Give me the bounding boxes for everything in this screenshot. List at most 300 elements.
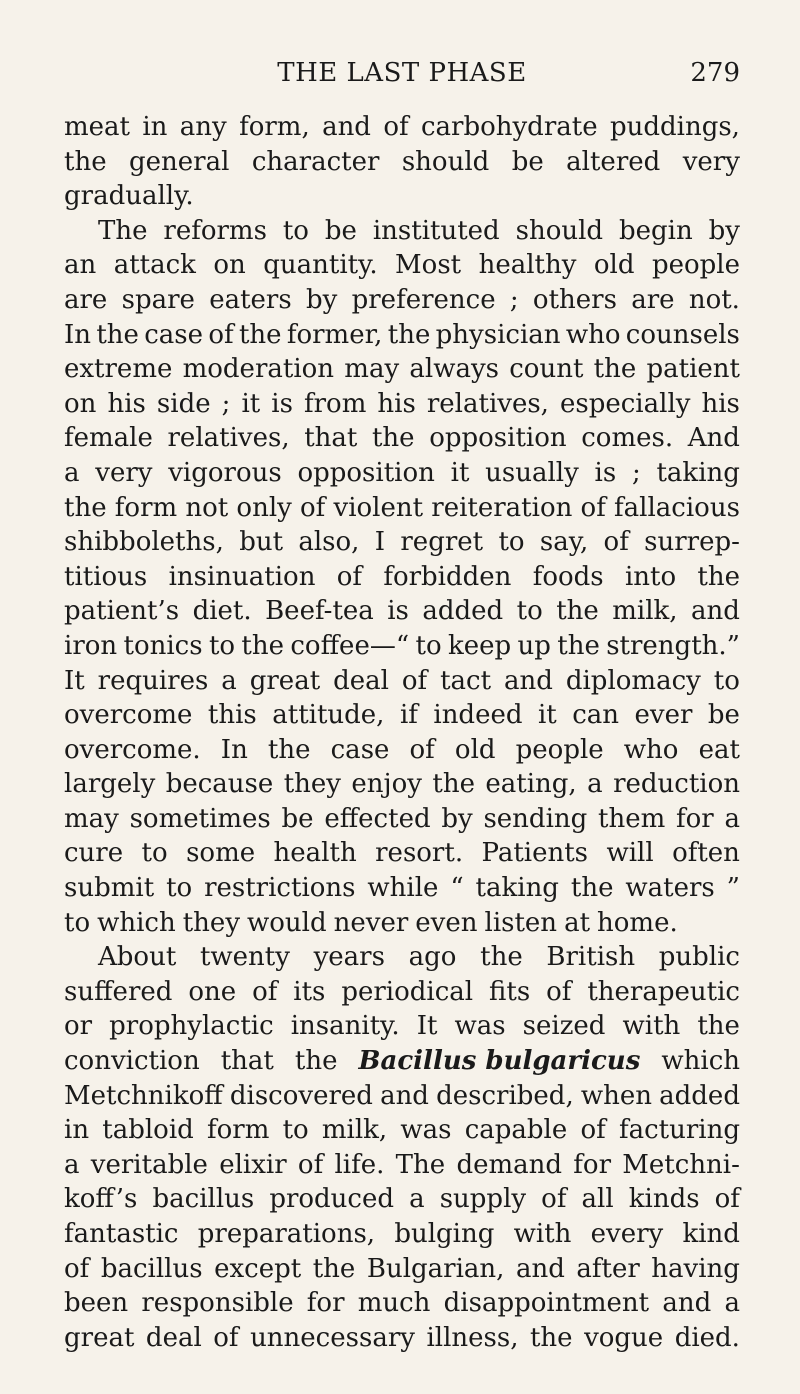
word: years: [313, 942, 385, 973]
word: the: [64, 492, 107, 523]
text-line: [64, 940, 740, 975]
word: keep: [447, 630, 512, 661]
word: to: [141, 838, 168, 869]
word: the: [556, 596, 599, 627]
word: after: [576, 1253, 640, 1284]
word: they: [182, 907, 241, 938]
word: seized: [522, 1011, 606, 1042]
word: sometimes: [129, 803, 271, 834]
word: to: [282, 215, 309, 246]
word: are: [631, 284, 675, 315]
word: fantastic: [64, 1219, 179, 1249]
word: case: [330, 734, 390, 765]
word: having: [651, 1253, 740, 1284]
word: vigorous: [168, 457, 282, 488]
word: because: [165, 769, 274, 800]
word: resort.: [375, 838, 464, 869]
word: “: [450, 873, 464, 904]
word: the: [570, 873, 614, 904]
word: usually: [485, 457, 579, 488]
word: koff’s: [64, 1184, 138, 1215]
text-line: [64, 698, 740, 733]
word: shibboleths,: [64, 527, 224, 558]
word: may: [64, 803, 119, 834]
word: a: [64, 457, 80, 488]
word: on: [213, 250, 246, 281]
word: to: [516, 596, 543, 627]
text-line: [64, 975, 740, 1010]
word: be: [511, 146, 544, 177]
word: deal: [145, 1322, 202, 1353]
word: listen: [484, 907, 558, 938]
word: extreme: [64, 354, 173, 385]
word: ;: [509, 284, 519, 315]
word: diet.: [192, 596, 252, 627]
text-line: [64, 594, 740, 629]
word: altered: [566, 146, 661, 177]
word: prophylactic: [109, 1011, 274, 1042]
word: enjoy: [351, 769, 422, 800]
word: discovered: [229, 1080, 373, 1111]
word: bacillus: [152, 1184, 255, 1215]
word: or: [64, 1011, 93, 1042]
word: only: [236, 492, 292, 523]
word: and: [380, 1080, 429, 1111]
word: form: [207, 1115, 270, 1146]
word: them: [598, 803, 666, 834]
word: it: [450, 457, 470, 488]
text-line: [64, 733, 740, 768]
word: very: [95, 457, 153, 488]
word: with: [513, 1219, 572, 1249]
running-head: [64, 58, 740, 98]
word: overcome.: [64, 734, 201, 765]
word: some: [186, 838, 256, 869]
word: overcome: [64, 700, 193, 731]
word: was: [454, 1011, 506, 1042]
word: ever: [634, 700, 693, 731]
text-line: [64, 456, 740, 491]
word: carbohydrate: [420, 112, 598, 142]
word: of: [300, 492, 326, 523]
word: surrep-: [644, 527, 740, 558]
word: they: [283, 769, 341, 800]
word: ”: [726, 873, 740, 904]
word: and: [504, 665, 553, 696]
word: puddings,: [609, 112, 740, 142]
word: effected: [324, 803, 431, 834]
word: the: [312, 1253, 356, 1284]
word: with: [622, 1011, 681, 1042]
text-line: [64, 560, 740, 595]
word: home.: [597, 907, 678, 938]
word: by: [305, 284, 338, 315]
word: great: [64, 1322, 135, 1353]
word: coffee—“: [290, 630, 410, 661]
word: unnecessary: [250, 1322, 415, 1353]
word: of: [409, 734, 435, 765]
word: healthy: [478, 250, 577, 281]
word: when: [580, 1080, 652, 1111]
word: twenty: [199, 942, 290, 973]
word: Beef-tea: [265, 596, 374, 627]
word: relatives,: [426, 388, 549, 419]
word: conviction: [64, 1046, 200, 1077]
word: of: [208, 319, 234, 350]
word: is: [387, 596, 409, 627]
word: waters: [625, 873, 715, 904]
text-line: [64, 1113, 740, 1148]
word: the: [697, 1011, 740, 1042]
word: for: [676, 803, 714, 834]
word: supply: [439, 1184, 527, 1215]
body-text: [64, 110, 740, 1355]
word: to: [282, 1115, 309, 1146]
word: health: [273, 838, 357, 869]
text-line: [64, 836, 740, 871]
word: which: [97, 907, 176, 938]
word: vogue: [584, 1322, 664, 1353]
word: foods: [532, 561, 604, 592]
text-line: [64, 318, 740, 353]
word: spare: [121, 284, 195, 315]
word: reiteration: [431, 492, 573, 523]
text-line: [64, 525, 740, 560]
word: life.: [334, 1149, 385, 1180]
word: I: [374, 527, 386, 558]
word: one: [188, 976, 237, 1007]
word: tact: [440, 665, 492, 696]
text-line: [64, 387, 740, 422]
word: attitude,: [272, 700, 385, 731]
word: and: [322, 112, 371, 142]
word: the: [480, 942, 523, 973]
text-line: [64, 491, 740, 526]
word: suffered: [64, 976, 173, 1007]
word: a: [587, 769, 603, 800]
word: comes.: [581, 423, 674, 454]
word: is: [271, 388, 293, 419]
text-line: [64, 110, 740, 145]
word: cure: [64, 838, 124, 869]
word: of: [714, 1184, 740, 1215]
word: patient’s: [64, 596, 180, 627]
word: kind: [682, 1219, 740, 1249]
word: at: [564, 907, 591, 938]
word: the: [267, 734, 311, 765]
word: never: [333, 907, 409, 938]
word: Metchni-: [622, 1149, 740, 1180]
word: responsible: [141, 1288, 294, 1319]
word: always: [409, 354, 499, 385]
word: much: [357, 1288, 431, 1319]
word: restrictions: [204, 873, 356, 904]
text-line: [64, 1321, 740, 1356]
word: his: [377, 388, 416, 419]
word: It: [416, 1011, 438, 1042]
text-line: [64, 248, 740, 283]
word: strength.”: [606, 630, 740, 661]
word: also,: [298, 527, 360, 558]
word: was: [400, 1115, 452, 1146]
word: a: [221, 665, 237, 696]
word: counsels: [625, 319, 740, 350]
word: not.: [688, 284, 740, 315]
word: veritable: [90, 1149, 208, 1180]
word: and: [662, 1288, 712, 1319]
word: fallacious: [614, 492, 740, 523]
word: to: [713, 665, 740, 696]
word: to: [415, 630, 442, 661]
word: tabloid: [102, 1115, 194, 1146]
word: would: [247, 907, 327, 938]
word: especially: [559, 388, 691, 419]
word: in: [142, 112, 168, 142]
word: Metchnikoff: [64, 1080, 223, 1111]
word: by: [441, 803, 473, 834]
word: on: [64, 388, 97, 419]
word: people: [651, 250, 740, 281]
word: should: [515, 215, 604, 246]
word: others: [532, 284, 617, 315]
word: that: [304, 423, 358, 454]
word: gradually.: [64, 181, 194, 212]
word: his: [107, 388, 146, 419]
running-head-title: THE LAST PHASE: [277, 58, 527, 88]
word: elixir: [219, 1149, 287, 1180]
word: the: [697, 561, 740, 592]
word: added: [659, 1080, 740, 1111]
word: form: [114, 492, 178, 523]
word: to: [208, 630, 236, 661]
word: often: [672, 838, 740, 869]
word: may: [344, 354, 400, 385]
word: forbidden: [383, 561, 512, 592]
word: of: [603, 527, 629, 558]
word: will: [606, 838, 654, 869]
word: About: [98, 942, 177, 973]
word: except: [214, 1253, 302, 1284]
word: his: [701, 388, 740, 419]
word: while: [367, 873, 439, 904]
word: opposition: [297, 457, 435, 488]
word: an: [64, 250, 97, 281]
word: disappointment: [443, 1288, 650, 1319]
word: reforms: [163, 215, 267, 246]
word: can: [572, 700, 620, 731]
word: not: [185, 492, 229, 523]
word: is: [594, 457, 617, 488]
word: that: [220, 1046, 274, 1077]
word: people: [515, 734, 604, 765]
word: are: [64, 284, 108, 315]
word: for: [306, 1288, 345, 1319]
word: character: [251, 146, 380, 177]
word: this: [207, 700, 257, 731]
word: eaters: [209, 284, 292, 315]
word: of: [297, 1149, 324, 1180]
text-line: [64, 1079, 740, 1114]
word: Patients: [481, 838, 589, 869]
word: if: [399, 700, 418, 731]
word: bacillus: [100, 1253, 203, 1284]
word: its: [293, 976, 326, 1007]
word: The: [98, 215, 148, 246]
word: of: [401, 665, 428, 696]
word: reduction: [613, 769, 740, 800]
word: eat: [698, 734, 740, 765]
word: illness,: [426, 1322, 519, 1353]
word: of: [213, 1322, 239, 1353]
word: a: [64, 1149, 80, 1180]
word: the: [238, 319, 282, 350]
word: deal: [333, 665, 389, 696]
word: of: [580, 492, 606, 523]
word: the: [64, 146, 107, 177]
word: titious: [64, 561, 148, 592]
word: the: [529, 1322, 573, 1353]
word: the: [387, 319, 431, 350]
word: In: [64, 319, 92, 350]
word: preference: [351, 284, 496, 315]
word: of: [252, 976, 278, 1007]
word: the: [241, 630, 285, 661]
word: the: [593, 354, 637, 385]
word: in: [64, 1115, 90, 1146]
word: into: [624, 561, 677, 592]
word: been: [64, 1288, 129, 1319]
word: form,: [239, 112, 310, 142]
word: diplomacy: [565, 665, 701, 696]
word: but: [239, 527, 284, 558]
word: for: [573, 1149, 612, 1180]
text-line: [64, 1044, 740, 1079]
word: former,: [286, 319, 383, 350]
word: In: [220, 734, 248, 765]
word: tonics: [123, 630, 203, 661]
word: fits: [489, 976, 531, 1007]
text-line: [64, 1286, 740, 1321]
word: who: [623, 734, 679, 765]
word: demand: [456, 1149, 563, 1180]
text-line: [64, 767, 740, 802]
word: by: [708, 215, 740, 246]
word: The: [395, 1149, 446, 1180]
text-line: [64, 1252, 740, 1287]
word: violent: [333, 492, 424, 523]
word: milk,: [612, 596, 678, 627]
word: a: [724, 803, 740, 834]
word: described,: [436, 1080, 574, 1111]
word: to: [498, 527, 525, 558]
word: of: [336, 561, 363, 592]
word: very: [682, 146, 740, 177]
word: preparations,: [197, 1219, 376, 1249]
word: all: [581, 1184, 614, 1215]
word: of: [580, 1115, 606, 1146]
text-line: [64, 283, 740, 318]
word: physician: [435, 319, 561, 350]
text-line: [64, 214, 740, 249]
word: to: [166, 873, 193, 904]
word: and: [691, 596, 740, 627]
text-line: [64, 352, 740, 387]
word: insanity.: [290, 1011, 400, 1042]
text-line: [64, 802, 740, 837]
word: which: [661, 1046, 740, 1077]
word: it: [241, 388, 261, 419]
word: eating,: [485, 769, 577, 800]
text-line: [64, 421, 740, 456]
word: the: [557, 630, 600, 661]
word: sending: [483, 803, 588, 834]
text-line: [64, 1148, 740, 1183]
word: should: [401, 146, 490, 177]
word: count: [509, 354, 584, 385]
word: ;: [221, 388, 231, 419]
word: bulging: [394, 1219, 495, 1249]
word: public: [658, 942, 740, 973]
text-line: [64, 179, 740, 214]
word: died.: [674, 1322, 740, 1353]
word: added: [422, 596, 504, 627]
word: relatives,: [167, 423, 290, 454]
word: a: [724, 1288, 740, 1319]
word: iron: [64, 630, 118, 661]
word: regret: [400, 527, 484, 558]
word: instituted: [372, 215, 500, 246]
word: kinds: [628, 1184, 700, 1215]
word: any: [179, 112, 227, 142]
word: It: [64, 665, 85, 696]
word: a: [409, 1184, 425, 1215]
word: quantity.: [263, 250, 378, 281]
word: of: [64, 1253, 90, 1284]
word: every: [590, 1219, 664, 1249]
word: insinuation: [168, 561, 316, 592]
word: say,: [539, 527, 589, 558]
word: largely: [64, 769, 156, 800]
word: taking: [656, 457, 740, 488]
word: therapeutic: [587, 976, 740, 1007]
word: the: [371, 423, 415, 454]
text-line: [64, 629, 740, 664]
word: be: [324, 215, 357, 246]
word: to: [64, 907, 91, 938]
text-line: [64, 664, 740, 699]
word: periodical: [341, 976, 474, 1007]
word: begin: [618, 215, 693, 246]
text-line: [64, 1217, 740, 1252]
word: meat: [64, 112, 130, 142]
word: requires: [97, 665, 209, 696]
word: it: [537, 700, 557, 731]
word: opposition: [429, 423, 567, 454]
word: of: [383, 112, 409, 142]
word: capable: [464, 1115, 568, 1146]
word: the: [96, 319, 139, 350]
word: moderation: [182, 354, 335, 385]
word: ;: [631, 457, 641, 488]
word: of: [541, 1184, 567, 1215]
text-line: [64, 906, 740, 941]
word: female: [64, 423, 153, 454]
word: from: [304, 388, 367, 419]
word: be: [281, 803, 314, 834]
word: And: [687, 423, 740, 454]
word: the: [432, 769, 475, 800]
text-line: [64, 145, 740, 180]
